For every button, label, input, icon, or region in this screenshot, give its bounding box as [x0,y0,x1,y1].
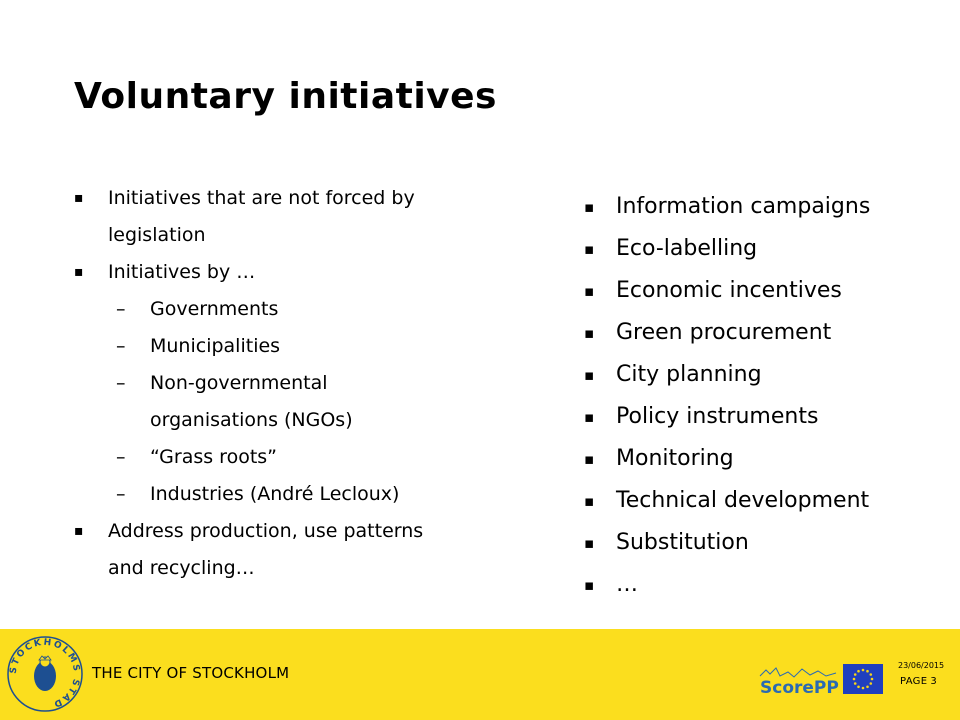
eu-star-icon [869,673,872,676]
bullet-marker: – [116,372,126,394]
list-item [74,476,494,513]
bullet-marker: ▪ [584,366,595,384]
list-item [74,402,494,439]
list-item [74,513,494,550]
list-item-text: organisations (NGOs) [150,409,353,431]
bullet-marker: ▪ [584,282,595,300]
list-item [584,354,954,396]
list-item-text: “Grass roots” [150,446,278,468]
seal-text: STOCKHOLMS STAD [8,637,82,710]
list-item-text: Non-governmental [150,372,328,394]
eu-star-icon [853,678,856,681]
list-item [584,522,954,564]
bullet-marker: ▪ [584,408,595,426]
list-item-text: legislation [108,224,206,246]
left-bullet-list [74,180,494,587]
list-item-text: Governments [150,298,279,320]
bullet-marker: ▪ [584,240,595,258]
eu-star-icon [862,687,865,690]
list-item [74,550,494,587]
list-item-text: … [616,572,638,597]
list-item-text: Industries (André Lecloux) [150,483,400,505]
list-item-text: Municipalities [150,335,281,357]
list-item [584,228,954,270]
list-item [584,396,954,438]
list-item-text: and recycling… [108,557,255,579]
list-item [584,186,954,228]
list-item [74,291,494,328]
bullet-marker: ▪ [584,534,595,552]
bullet-marker: – [116,298,126,320]
bullet-marker: ▪ [74,264,84,280]
list-item-text: Substitution [616,530,749,555]
eu-star-icon [866,670,869,673]
list-item-text: Information campaigns [616,194,871,219]
eu-star-icon [857,670,860,673]
scorepp-logo [758,664,842,699]
bullet-marker: ▪ [74,523,84,539]
eu-star-icon [866,685,869,688]
bullet-marker: – [116,446,126,468]
list-item [584,312,954,354]
list-item-text: Address production, use patterns [108,520,424,542]
bullet-marker: ▪ [584,576,595,594]
eu-star-icon [871,678,874,681]
eu-star-icon [869,682,872,685]
list-item [74,180,494,217]
list-item [584,564,954,606]
eu-star-icon [857,685,860,688]
slide-date: 23/06/2015 [898,661,945,670]
bullet-marker: – [116,335,126,357]
list-item [584,480,954,522]
list-item-text: Technical development [616,488,870,513]
bullet-marker: ▪ [584,324,595,342]
page-indicator [900,676,937,687]
list-item-text: City planning [616,362,762,387]
eu-star-icon [862,669,865,672]
bullet-marker: ▪ [584,492,595,510]
list-item [74,439,494,476]
eu-star-icon [854,682,857,685]
list-item [74,217,494,254]
page-label: PAGE [900,676,928,687]
bullet-marker: ▪ [584,198,595,216]
list-item [74,328,494,365]
eu-star-icon [854,673,857,676]
stockholm-seal-logo [6,634,84,714]
bullet-marker: ▪ [74,190,84,206]
eu-flag-icon [843,664,883,694]
list-item-text: Monitoring [616,446,734,471]
list-item [584,270,954,312]
list-item [74,365,494,402]
organisation-name: THE CITY OF STOCKHOLM [92,664,290,682]
list-item-text: Economic incentives [616,278,842,303]
list-item-text: Initiatives by … [108,261,256,283]
list-item-text: Initiatives that are not forced by [108,187,415,209]
page-number: 3 [930,676,937,687]
bullet-marker: – [116,483,126,505]
scorepp-logo-text: ScorePP [760,678,839,698]
list-item [584,438,954,480]
list-item [74,254,494,291]
list-item-text: Eco-labelling [616,236,758,261]
list-item-text: Policy instruments [616,404,819,429]
list-item-text: Green procurement [616,320,832,345]
bullet-marker: ▪ [584,450,595,468]
footer-bar [0,629,960,720]
slide-title: Voluntary initiatives [74,76,497,117]
right-bullet-list [584,186,954,606]
